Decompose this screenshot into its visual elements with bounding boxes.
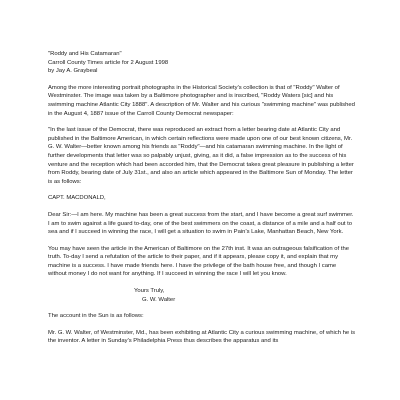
letter-paragraph-1: Dear Sir:—I am here. My machine has been a great success from the start, and I have become a great surf swimmer. I am to swim against a life guard to-day, one of the best swimmers on the coast, a distance of a mile and a half out to sea and if I succeed in winning the race, I will get a situation to swim in Pain's Lake, Manhattan Beach, New York. bbox=[48, 211, 354, 236]
letter-closing-block bbox=[48, 287, 356, 304]
letter-closing: Yours Truly, bbox=[134, 288, 165, 295]
letter-paragraph-2: You may have seen the article in the American of Baltimore on the 27th inst. It was an outrageous falsification of the truth. To-day I send a refutation of the article to their paper, and if it appears, please copy it, and explain that my machine is a success. I have made friends here. I have the privilege of the bath house free, and though I came without money I do not want for anything. If I succeed in winning the race I will let you know. bbox=[48, 245, 350, 278]
sun-paragraph: Mr. G. W. Walter, of Westminster, Md., has been exhibiting at Atlantic City a curious swimming machine, of which he is the inventor. A letter in Sunday's Philadelphia Press thus describes the apparatus and its bbox=[48, 329, 356, 345]
quote-paragraph: "In the last issue of the Democrat, there was reproduced an extract from a letter bearing date at Atlantic City and published in the Baltimore American, in which certain reflections were made upon one of our best known citizens, Mr. G. W. Walter—better known among his friends as "Roddy"—and his catamaran swimming machine. In the light of further developments that letter was so palpably unjust, giving, as it did, a false impression as to the success of his venture and the reception which had been accorded him, that the Democrat takes great pleasure in publishing a letter from Roddy, bearing date of July 31st., and also an article which appeared in the Baltimore Sun of Monday. The letter is as follows: bbox=[48, 127, 354, 185]
intro-paragraph: Among the more interesting portrait photographs in the Historical Society's collection is that of "Roddy" Walter of Westminster. The image was taken by a Baltimore photographer and is inscribed, "Roddy Waters [sic] and his swimming machine Atlantic City 1888". A description of Mr. Walter and his curious "swimming machine" was published in the August 4, 1887 issue of the Carroll County Democrat newspaper: bbox=[48, 84, 355, 117]
letter-address: CAPT. MACDONALD, bbox=[48, 195, 106, 202]
article-title: "Roddy and His Catamaran" bbox=[48, 51, 122, 57]
article-source: Carroll County Times article for 2 August 1998 bbox=[48, 59, 169, 66]
article-byline: by Jay A. Graybeal bbox=[48, 68, 98, 75]
letter-signature: G. W. Walter bbox=[142, 296, 176, 303]
sun-intro: The account in the Sun is as follows: bbox=[48, 313, 144, 320]
